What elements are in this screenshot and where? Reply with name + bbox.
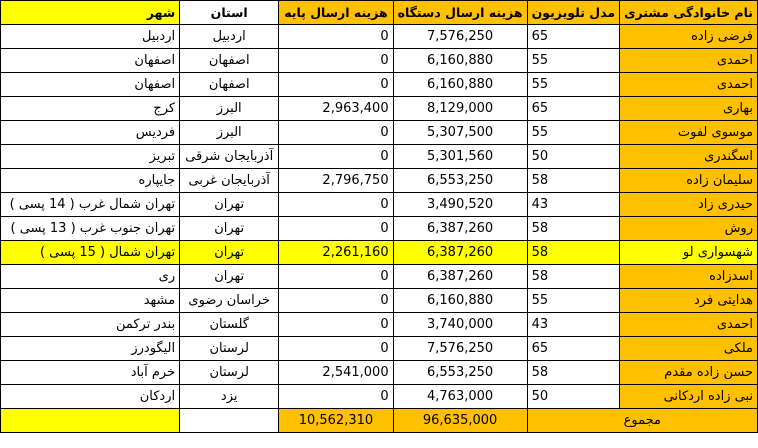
- cell-city[interactable]: الیگودرز: [1, 337, 180, 361]
- cell-province[interactable]: یزد: [180, 385, 279, 409]
- cell-family-name[interactable]: احمدی: [620, 73, 758, 97]
- table-row: [1, 73, 758, 97]
- cell-base-cost[interactable]: 0: [279, 193, 393, 217]
- cell-city[interactable]: اردکان: [1, 385, 180, 409]
- totals-base-cost[interactable]: 10,562,310: [279, 409, 393, 433]
- cell-province[interactable]: آذربایجان شرقی: [180, 145, 279, 169]
- cell-family-name[interactable]: فرضی زاده: [620, 25, 758, 49]
- cell-base-cost[interactable]: 0: [279, 313, 393, 337]
- cell-base-cost[interactable]: 0: [279, 265, 393, 289]
- table-row: [1, 97, 758, 121]
- cell-province[interactable]: لرستان: [180, 337, 279, 361]
- cell-device-cost[interactable]: 6,160,880: [393, 49, 527, 73]
- table-row: [1, 49, 758, 73]
- cell-family-name[interactable]: موسوی لفوت: [620, 121, 758, 145]
- cell-tv-model[interactable]: 58: [527, 241, 619, 265]
- cell-family-name[interactable]: حیدری زاد: [620, 193, 758, 217]
- table-row: [1, 193, 758, 217]
- table-row: [1, 25, 758, 49]
- cell-province[interactable]: تهران: [180, 241, 279, 265]
- cell-city[interactable]: خرم آباد: [1, 361, 180, 385]
- cell-base-cost[interactable]: 0: [279, 289, 393, 313]
- cell-device-cost[interactable]: 5,307,500: [393, 121, 527, 145]
- table-row: [1, 313, 758, 337]
- cell-city[interactable]: اصفهان: [1, 73, 180, 97]
- cell-family-name[interactable]: اسگندری: [620, 145, 758, 169]
- table-row: [1, 121, 758, 145]
- cell-tv-model[interactable]: 65: [527, 97, 619, 121]
- cell-family-name[interactable]: احمدی: [620, 49, 758, 73]
- table-row: [1, 337, 758, 361]
- cell-province[interactable]: گلستان: [180, 313, 279, 337]
- cell-tv-model[interactable]: 55: [527, 289, 619, 313]
- header-base-cost[interactable]: هزینه ارسال پایه: [279, 1, 393, 25]
- cell-tv-model[interactable]: 65: [527, 337, 619, 361]
- cell-base-cost[interactable]: 0: [279, 49, 393, 73]
- cell-device-cost[interactable]: 6,387,260: [393, 217, 527, 241]
- cell-device-cost[interactable]: 8,129,000: [393, 97, 527, 121]
- cell-base-cost[interactable]: 0: [279, 25, 393, 49]
- cell-city[interactable]: اصفهان: [1, 49, 180, 73]
- cell-device-cost[interactable]: 7,576,250: [393, 337, 527, 361]
- cell-tv-model[interactable]: 55: [527, 49, 619, 73]
- cell-tv-model[interactable]: 50: [527, 145, 619, 169]
- cell-base-cost[interactable]: 0: [279, 121, 393, 145]
- totals-row: [1, 409, 758, 433]
- cell-city[interactable]: مشهد: [1, 289, 180, 313]
- cell-family-name[interactable]: اسدزاده: [620, 265, 758, 289]
- header-row: [1, 1, 758, 25]
- cell-province[interactable]: اصفهان: [180, 49, 279, 73]
- table-row: [1, 265, 758, 289]
- table-row: [1, 361, 758, 385]
- header-city[interactable]: شهر: [1, 1, 180, 25]
- cell-city[interactable]: تبریز: [1, 145, 180, 169]
- cell-device-cost[interactable]: 6,387,260: [393, 265, 527, 289]
- cell-city[interactable]: ری: [1, 265, 180, 289]
- cell-province[interactable]: اصفهان: [180, 73, 279, 97]
- cell-province[interactable]: لرستان: [180, 361, 279, 385]
- cell-tv-model[interactable]: 58: [527, 361, 619, 385]
- totals-device-cost[interactable]: 96,635,000: [393, 409, 527, 433]
- cell-province[interactable]: تهران: [180, 217, 279, 241]
- table-row: [1, 385, 758, 409]
- cell-city[interactable]: تهران شمال ( 15 پسی ): [1, 241, 180, 265]
- cell-tv-model[interactable]: 50: [527, 385, 619, 409]
- cell-tv-model[interactable]: 65: [527, 25, 619, 49]
- cell-base-cost[interactable]: 2,541,000: [279, 361, 393, 385]
- totals-label[interactable]: مجموع: [527, 409, 757, 433]
- table-row: [1, 145, 758, 169]
- cell-tv-model[interactable]: 55: [527, 121, 619, 145]
- cell-city[interactable]: بندر ترکمن: [1, 313, 180, 337]
- totals-empty-city[interactable]: [1, 409, 180, 433]
- header-province[interactable]: استان: [180, 1, 279, 25]
- cell-province[interactable]: خراسان رضوی: [180, 289, 279, 313]
- cell-city[interactable]: تهران شمال غرب ( 14 پسی ): [1, 193, 180, 217]
- totals-empty-province[interactable]: [180, 409, 279, 433]
- cell-province[interactable]: البرز: [180, 97, 279, 121]
- cell-tv-model[interactable]: 58: [527, 265, 619, 289]
- cell-device-cost[interactable]: 6,553,250: [393, 169, 527, 193]
- cell-city[interactable]: تهران جنوب غرب ( 13 پسی ): [1, 217, 180, 241]
- cell-device-cost[interactable]: 6,160,880: [393, 73, 527, 97]
- table-row: [1, 241, 758, 265]
- cell-province[interactable]: اردبیل: [180, 25, 279, 49]
- cell-family-name[interactable]: حسن زاده مقدم: [620, 361, 758, 385]
- cell-family-name[interactable]: هدایتی فرد: [620, 289, 758, 313]
- cell-family-name[interactable]: روش: [620, 217, 758, 241]
- cell-province[interactable]: تهران: [180, 265, 279, 289]
- cell-family-name[interactable]: ملکی: [620, 337, 758, 361]
- cell-city[interactable]: کرج: [1, 97, 180, 121]
- cell-base-cost[interactable]: 0: [279, 145, 393, 169]
- cell-device-cost[interactable]: 3,490,520: [393, 193, 527, 217]
- cell-tv-model[interactable]: 58: [527, 169, 619, 193]
- cell-device-cost[interactable]: 6,553,250: [393, 361, 527, 385]
- cell-tv-model[interactable]: 55: [527, 73, 619, 97]
- cell-base-cost[interactable]: 2,796,750: [279, 169, 393, 193]
- header-family-name[interactable]: نام خانوادگی مشتری: [620, 1, 758, 25]
- cell-base-cost[interactable]: 2,963,400: [279, 97, 393, 121]
- cell-tv-model[interactable]: 43: [527, 193, 619, 217]
- cell-base-cost[interactable]: 0: [279, 385, 393, 409]
- cell-base-cost[interactable]: 0: [279, 217, 393, 241]
- cell-device-cost[interactable]: 7,576,250: [393, 25, 527, 49]
- cell-province[interactable]: البرز: [180, 121, 279, 145]
- cell-tv-model[interactable]: 58: [527, 217, 619, 241]
- cell-base-cost[interactable]: 0: [279, 73, 393, 97]
- table-row: [1, 289, 758, 313]
- cell-family-name[interactable]: شهسواری لو: [620, 241, 758, 265]
- header-device-cost[interactable]: هزینه ارسال دستگاه: [393, 1, 527, 25]
- table-row: [1, 169, 758, 193]
- cell-family-name[interactable]: احمدی: [620, 313, 758, 337]
- cell-device-cost[interactable]: 4,763,000: [393, 385, 527, 409]
- cell-device-cost[interactable]: 6,387,260: [393, 241, 527, 265]
- cell-province[interactable]: آذربایجان غربی: [180, 169, 279, 193]
- table-row: [1, 217, 758, 241]
- cell-base-cost[interactable]: 0: [279, 337, 393, 361]
- cell-device-cost[interactable]: 6,160,880: [393, 289, 527, 313]
- cell-device-cost[interactable]: 3,740,000: [393, 313, 527, 337]
- cell-city[interactable]: جایپاره: [1, 169, 180, 193]
- cell-device-cost[interactable]: 5,301,560: [393, 145, 527, 169]
- header-tv-model[interactable]: مدل تلویزیون: [527, 1, 619, 25]
- cell-city[interactable]: فردیس: [1, 121, 180, 145]
- cell-province[interactable]: تهران: [180, 193, 279, 217]
- cell-base-cost[interactable]: 2,261,160: [279, 241, 393, 265]
- cell-family-name[interactable]: نبی زاده اردکانی: [620, 385, 758, 409]
- cell-city[interactable]: اردبیل: [1, 25, 180, 49]
- cell-tv-model[interactable]: 43: [527, 313, 619, 337]
- cell-family-name[interactable]: سلیمان زاده: [620, 169, 758, 193]
- cell-family-name[interactable]: بهاری: [620, 97, 758, 121]
